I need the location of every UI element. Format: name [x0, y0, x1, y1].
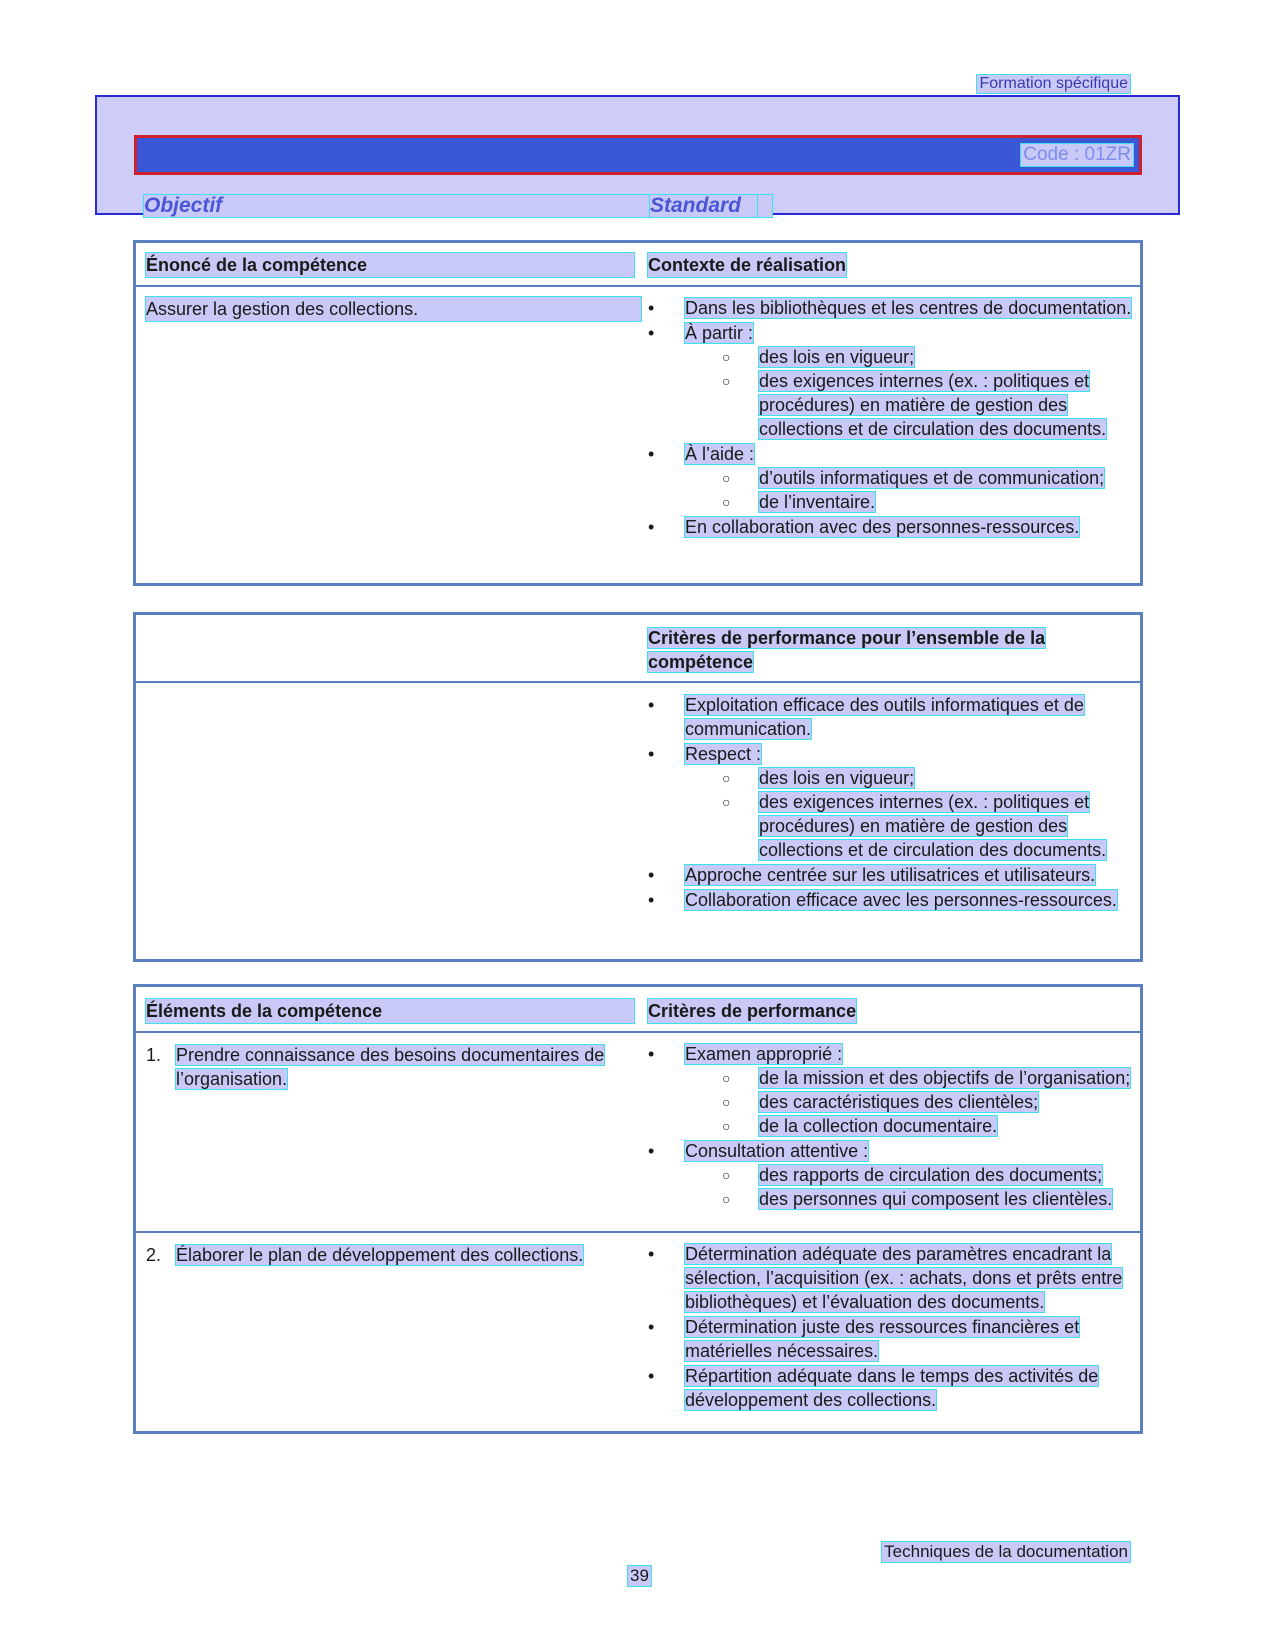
list-item-text: Approche centrée sur les utilisatrices et utilisateurs. [685, 865, 1096, 885]
sub-list-item: ○ des lois en vigueur; [722, 766, 1136, 790]
list-item [648, 1042, 1136, 1138]
list-item [648, 1242, 1136, 1314]
list-item [648, 888, 1136, 912]
context-list [648, 296, 1136, 540]
elements-table [133, 984, 1143, 1434]
standard-label: Standard [650, 195, 757, 217]
context-table [133, 240, 1143, 586]
list-item-text: Détermination adéquate des paramètres encadrant la sélection, l’acquisition (ex. : achats, dons et prêts entre bibliothèques) et l’évaluation des documents. [685, 1244, 1123, 1312]
list-item [648, 1139, 1136, 1211]
competency-code: Code : 01ZR [1023, 144, 1131, 165]
list-item-text: Répartition adéquate dans le temps des activités de développement des collections. [685, 1366, 1099, 1410]
list-item [648, 693, 1136, 741]
list-item [648, 1315, 1136, 1363]
competency-statement: Assurer la gestion des collections. [146, 297, 641, 321]
list-item-text: À partir : [685, 323, 754, 343]
statement-header: Énoncé de la compétence [146, 253, 634, 277]
overall-criteria-table [133, 612, 1143, 962]
list-item-text: À l’aide : [685, 444, 755, 464]
table-header-row [136, 615, 1140, 683]
list-item-text: Respect : [685, 744, 762, 764]
criteria-list-2 [648, 1242, 1136, 1413]
list-item [648, 515, 1136, 539]
program-name: Techniques de la documentation [884, 1542, 1128, 1561]
list-item-text: Détermination juste des ressources financières et matérielles nécessaires. [685, 1317, 1080, 1361]
list-item [648, 1364, 1136, 1412]
table-row [136, 1231, 1140, 1433]
list-item-text: En collaboration avec des personnes-ressources. [685, 517, 1080, 537]
list-item-text: Examen approprié : [685, 1044, 843, 1064]
page-number: 39 [630, 1566, 649, 1585]
list-item-text: Collaboration efficace avec les personnes-ressources. [685, 890, 1117, 910]
sub-list-item: ○ de l’inventaire. [722, 490, 1136, 514]
table-row [136, 287, 1140, 585]
code-bar [134, 135, 1142, 175]
context-header: Contexte de réalisation [648, 255, 847, 275]
list-item [648, 442, 1136, 514]
sub-list-item: ○ des exigences internes (ex. : politiques et procédures) en matière de gestion des collections et de circulation des documents. [722, 369, 1136, 441]
table-row [136, 683, 1140, 961]
competency-banner [95, 95, 1180, 215]
section-tag: Formation spécifique [979, 75, 1128, 92]
list-item [648, 742, 1136, 862]
elements-header: Éléments de la compétence [146, 999, 634, 1023]
overall-criteria-header: Critères de performance pour l’ensemble de la compétence [648, 628, 1046, 672]
element-2: 2. Élaborer le plan de développement des collections. [146, 1245, 584, 1265]
sub-list-item: ○ des personnes qui composent les clientèles. [722, 1187, 1136, 1211]
list-item-text: Consultation attentive : [685, 1141, 869, 1161]
criteria-list-1 [648, 1042, 1136, 1212]
element-1: 1. Prendre connaissance des besoins documentaires de l’organisation. [146, 1045, 605, 1089]
list-item-text: Exploitation efficace des outils informatiques et de communication. [685, 695, 1084, 739]
table-header-row [136, 987, 1140, 1033]
sub-list-item: ○ des rapports de circulation des documents; [722, 1163, 1136, 1187]
list-item [648, 321, 1136, 441]
sub-list-item: ○ des exigences internes (ex. : politiques et procédures) en matière de gestion des collections et de circulation des documents. [722, 790, 1136, 862]
sub-list-item: ○ des lois en vigueur; [722, 345, 1136, 369]
list-item-text: Dans les bibliothèques et les centres de documentation. [685, 298, 1132, 318]
sub-list-item: ○ d’outils informatiques et de communication; [722, 466, 1136, 490]
sub-list-item: ○ de la collection documentaire. [722, 1114, 1136, 1138]
table-row [136, 1033, 1140, 1231]
overall-criteria-list [648, 693, 1136, 913]
table-header-row [136, 243, 1140, 287]
list-item [648, 863, 1136, 887]
list-item [648, 296, 1136, 320]
sub-list-item: ○ des caractéristiques des clientèles; [722, 1090, 1136, 1114]
criteria-header: Critères de performance [648, 1001, 857, 1021]
sub-list-item: ○ de la mission et des objectifs de l’organisation; [722, 1066, 1136, 1090]
objective-label: Objectif [144, 195, 772, 217]
